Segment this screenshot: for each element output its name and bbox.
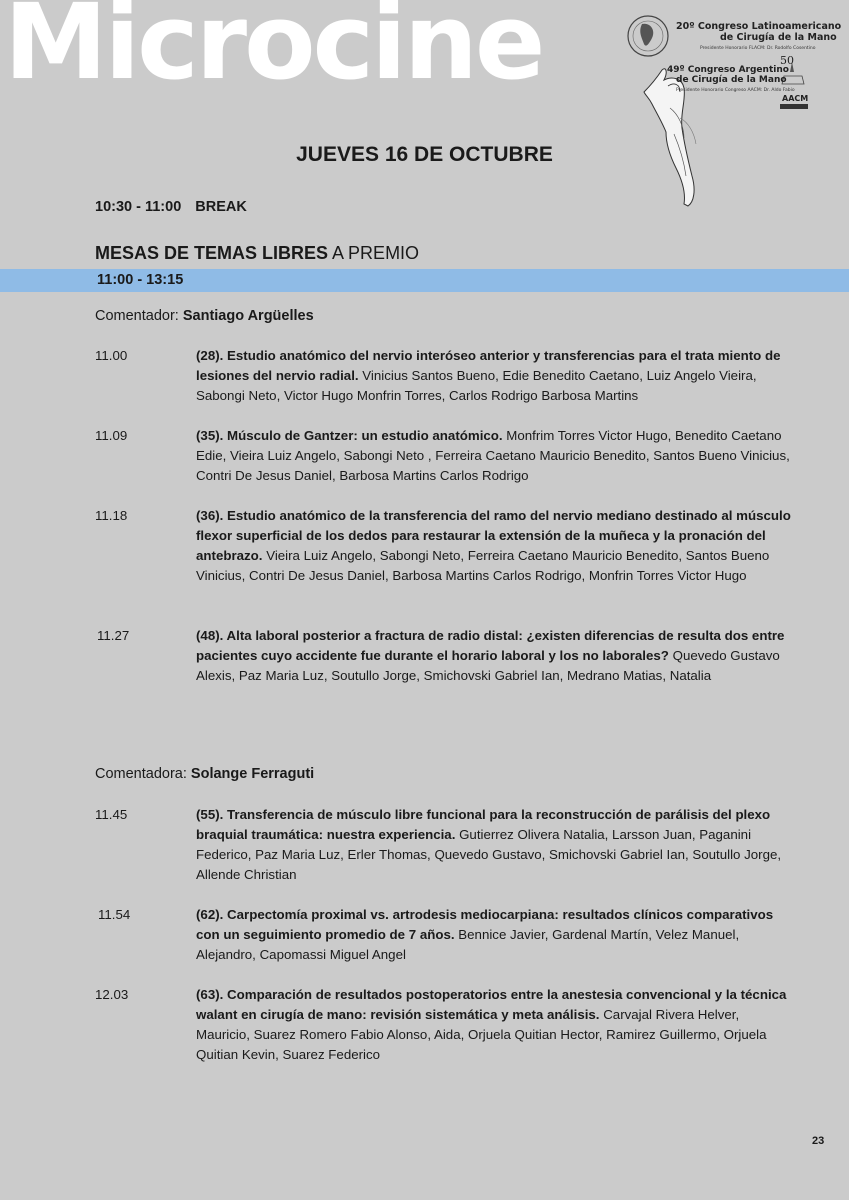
item-authors: Vinicius Santos Bueno, Edie Benedito Caetano, Luiz Angelo Vieira, Sabongi Neto, Victor Hugo Monfrin Torres, Carlos Rodrigo Barbosa Martins [196, 368, 757, 403]
item-time: 12.03 [95, 987, 129, 1002]
item-title: (35). Músculo de Gantzer: un estudio anatómico. [196, 428, 503, 443]
item-time: 11.00 [95, 348, 128, 363]
day-heading: JUEVES 16 DE OCTUBRE [296, 143, 553, 166]
item-authors: Carvajal Rivera Helver, Mauricio, Suarez Romero Fabio Alonso, Aida, Orjuela Quitian Hector, Ramirez Guillermo, Orjuela Quitian Kevin, Suarez Federico [196, 1007, 767, 1062]
commentator-1-name: Santiago Argüelles [182, 308, 314, 324]
section-heading-rest: A PREMIO [328, 243, 420, 263]
item-authors: Bennice Javier, Gardenal Martín, Velez Manuel, Alejandro, Capomassi Miguel Angel [196, 927, 740, 962]
logo-badge: AACM [782, 94, 809, 103]
item-title: (28). Estudio anatómico del nervio interóseo anterior y transferencias para el trata miento de lesiones del nervio radial. [196, 348, 781, 383]
item-authors: Vieira Luiz Angelo, Sabongi Neto, Ferreira Caetano Mauricio Benedito, Santos Bueno Vinicius, Contri De Jesus Daniel, Barbosa Martins Carlos Rodrigo, Monfrin Torres Victor Hugo [196, 548, 770, 583]
item-authors: Gutierrez Olivera Natalia, Larsson Juan, Paganini Federico, Paz Maria Luz, Erler Thomas, Quevedo Gustavo, Smichovski Gabriel Ian, Soutullo Jorge, Allende Christian [196, 827, 782, 882]
commentator-2-name: Solange Ferraguti [190, 766, 315, 782]
congress-logo [622, 10, 842, 215]
commentator-1 [95, 308, 314, 324]
item-title: (36). Estudio anatómico de la transferencia del ramo del nervio mediano destinado al músculo flexor superficial de los dedos para restaurar la extensión de la muñeca y la pronación del antebrazo. [196, 508, 791, 563]
item-time: 11.54 [98, 907, 131, 922]
commentator-1-label: Comentador: [95, 308, 183, 324]
time-band [0, 269, 849, 292]
item-time: 11.27 [97, 628, 130, 643]
commentator-2-label: Comentadora: [95, 766, 191, 782]
time-band-label: 11:00 - 13:15 [97, 272, 184, 288]
logo-line-3: Presidente Honorario FLACM: Dr. Rodolfo Cosentino [700, 46, 816, 51]
logo-line-4: 49º Congreso Argentino [667, 65, 789, 75]
item-time: 11.18 [95, 508, 128, 523]
item-title: (48). Alta laboral posterior a fractura de radio distal: ¿existen diferencias de resulta dos entre pacientes cuyo accidente fue durante el horario laboral y los no laborales? [196, 628, 785, 663]
item-title: (63). Comparación de resultados postoperatorios entre la anestesia convencional y la técnica walant en cirugía de mano: revisión sistemática y meta análisis. [196, 987, 787, 1022]
logo-line-5: de Cirugía de la Mano [676, 75, 787, 85]
item-time: 11.45 [95, 807, 128, 822]
logo-line-2: de Cirugía de la Mano [720, 32, 837, 43]
logo-line-1: 20º Congreso Latinoamericano [676, 21, 842, 32]
item-authors: Monfrim Torres Victor Hugo, Benedito Caetano Edie, Vieira Luiz Angelo, Sabongi Neto , Ferreira Caetano Mauricio Benedito, Santos Bueno Vinicius, Contri De Jesus Daniel, Barbosa Martins Carlos Rodrigo [196, 428, 790, 483]
logo-number: 50 [780, 54, 794, 67]
break-time: 10:30 - 11:00 [95, 199, 182, 215]
section-heading [95, 243, 419, 264]
break-label: BREAK [195, 199, 247, 215]
commentator-2 [95, 766, 314, 782]
item-authors: Quevedo Gustavo Alexis, Paz Maria Luz, Soutullo Jorge, Smichovski Gabriel Ian, Medrano Matias, Natalia [196, 648, 780, 683]
break-row [95, 199, 247, 215]
page-number: 23 [812, 1135, 825, 1147]
hero-title: Microcine [4, 0, 543, 103]
item-time: 11.09 [95, 428, 128, 443]
section-heading-bold: MESAS DE TEMAS LIBRES [95, 243, 329, 263]
item-title: (55). Transferencia de músculo libre funcional para la reconstrucción de parálisis del plexo braquial traumática: nuestra experiencia. [196, 807, 771, 842]
logo-line-6: Presidente Honorario Congreso AACM: Dr. Aldo Fabio [676, 88, 795, 93]
item-title: (62). Carpectomía proximal vs. artrodesis mediocarpiana: resultados clínicos comparativos con un seguimiento promedio de 7 años. [196, 907, 774, 942]
